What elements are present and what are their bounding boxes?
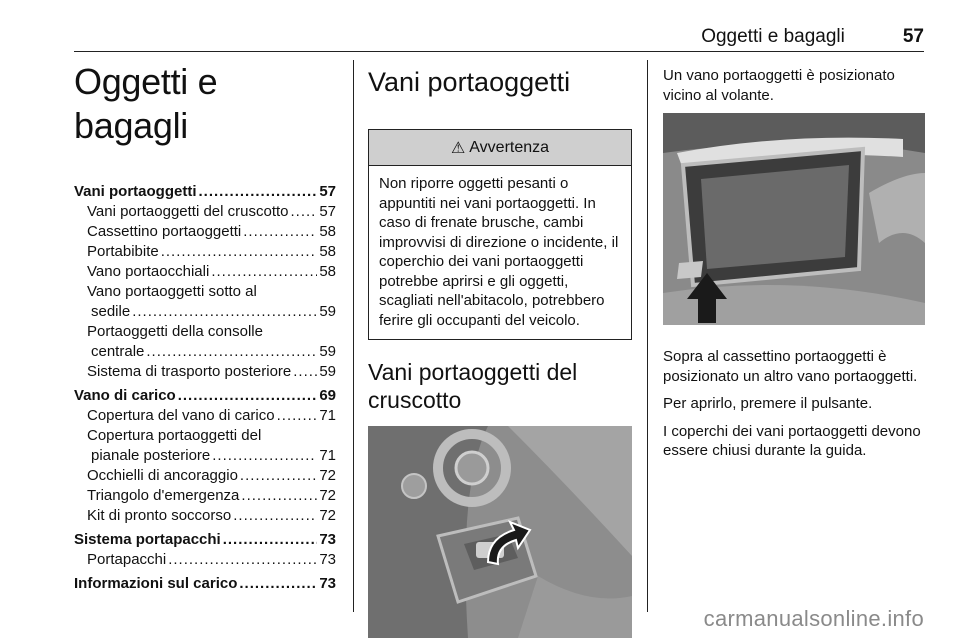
toc-entry-page: 59 xyxy=(319,363,336,380)
toc-entry[interactable] xyxy=(74,242,336,262)
section-column xyxy=(368,60,632,638)
toc-entry-label: Cassettino portaoggetti xyxy=(87,223,242,240)
warning-box xyxy=(368,129,632,340)
chapter-title: Oggetti e bagagli xyxy=(74,61,218,146)
toc-entry-label: Vano di carico xyxy=(74,387,176,404)
toc-entry[interactable] xyxy=(74,386,336,406)
toc-dot-leader xyxy=(199,182,318,202)
toc-entry-label: Portapacchi xyxy=(87,551,167,568)
page-header xyxy=(701,26,924,48)
toc-entry-label: Informazioni sul carico xyxy=(74,575,238,592)
toc-dot-leader xyxy=(178,386,318,406)
toc-entry[interactable] xyxy=(74,202,336,222)
toc-entry-label: Copertura portaoggetti del xyxy=(87,427,262,444)
toc-dot-leader xyxy=(212,446,317,466)
toc-entry-page: 57 xyxy=(319,183,336,200)
toc-entry-page: 71 xyxy=(319,447,336,464)
toc-dot-leader xyxy=(211,262,317,282)
toc-entry-page: 71 xyxy=(319,407,336,424)
toc-dot-leader xyxy=(243,222,317,242)
toc-entry-page: 57 xyxy=(319,203,336,220)
toc-entry[interactable] xyxy=(74,182,336,202)
toc-dot-leader xyxy=(233,506,317,526)
toc-entry[interactable] xyxy=(74,302,336,322)
toc-entry-label: Portaoggetti della consolle xyxy=(87,323,263,340)
toc-entry[interactable] xyxy=(74,342,336,362)
toc-entry-label: Vano portaoggetti sotto al xyxy=(87,283,257,300)
toc-entry-page: 73 xyxy=(319,551,336,568)
toc-entry-page: 58 xyxy=(319,243,336,260)
toc-entry[interactable] xyxy=(74,322,336,342)
toc-entry[interactable] xyxy=(74,362,336,382)
toc-dot-leader xyxy=(241,486,317,506)
toc-entry-page: 59 xyxy=(319,343,336,360)
toc-entry-page: 58 xyxy=(319,223,336,240)
toc-entry[interactable] xyxy=(74,574,336,594)
warning-icon: ⚠ xyxy=(450,139,466,157)
toc-dot-leader xyxy=(223,530,318,550)
toc-dot-leader xyxy=(132,302,317,322)
toc-entry[interactable] xyxy=(74,486,336,506)
toc-entry-label: Triangolo d'emergenza xyxy=(87,487,240,504)
toc-entry-label: Portabibite xyxy=(87,243,159,260)
toc-entry-page: 58 xyxy=(319,263,336,280)
paragraph-open-instruction: Per aprirlo, premere il pulsante. xyxy=(663,395,873,412)
toc-entry[interactable] xyxy=(74,406,336,426)
table-of-contents xyxy=(74,182,336,594)
toc-entry-page: 73 xyxy=(319,531,336,548)
toc-entry-label: sedile xyxy=(91,303,131,320)
header-rule xyxy=(74,51,924,52)
toc-entry[interactable] xyxy=(74,530,336,550)
toc-entry[interactable] xyxy=(74,446,336,466)
toc-dot-leader xyxy=(240,466,317,486)
page-number: 57 xyxy=(902,26,924,47)
toc-entry[interactable] xyxy=(74,282,336,302)
warning-text: Non riporre oggetti pesanti o appuntiti nei vani portaoggetti. In caso di frenate brusche, cambi improvvisi di direzione o incidente, il coperchio dei vani portaoggetti potrebbe aprirsi e gli oggetti, scagliati nell'abitacolo, potrebbero ferire gli occupanti del veicolo. xyxy=(379,175,619,329)
toc-dot-leader xyxy=(293,362,317,382)
paragraph-upper-storage: Sopra al cassettino portaoggetti è posizionato un altro vano portaoggetti. xyxy=(663,348,918,385)
column-divider-2 xyxy=(647,60,648,612)
toc-entry-label: Sistema di trasporto posteriore xyxy=(87,363,292,380)
toc-entry-label: Vano portaocchiali xyxy=(87,263,210,280)
toc-entry-label: Occhielli di ancoraggio xyxy=(87,467,238,484)
toc-entry-page: 69 xyxy=(319,387,336,404)
toc-entry-page: 72 xyxy=(319,487,336,504)
header-title: Oggetti e bagagli xyxy=(701,26,845,47)
toc-entry-label: Vani portaoggetti xyxy=(74,183,197,200)
warning-header xyxy=(369,130,631,166)
warning-heading: Avvertenza xyxy=(469,138,550,156)
section-title: Vani portaoggetti xyxy=(368,67,571,97)
toc-dot-leader xyxy=(168,550,317,570)
toc-entry-page: 72 xyxy=(319,507,336,524)
toc-entry-label: Vani portaoggetti del cruscotto xyxy=(87,203,289,220)
toc-entry[interactable] xyxy=(74,506,336,526)
subsection-title: Vani portaoggetti del cruscotto xyxy=(368,359,578,413)
toc-entry[interactable] xyxy=(74,262,336,282)
toc-dot-leader xyxy=(161,242,318,262)
toc-entry[interactable] xyxy=(74,550,336,570)
toc-entry-label: Sistema portapacchi xyxy=(74,531,221,548)
toc-entry-label: Copertura del vano di carico xyxy=(87,407,275,424)
toc-dot-leader xyxy=(146,342,317,362)
glovebox-illustration xyxy=(368,426,632,638)
watermark: carmanualsonline.info xyxy=(703,606,924,631)
toc-entry-label: centrale xyxy=(91,343,145,360)
toc-entry-page: 73 xyxy=(319,575,336,592)
toc-entry-label: Kit di pronto soccorso xyxy=(87,507,232,524)
toc-entry-label: pianale posteriore xyxy=(91,447,211,464)
paragraph-close-while-driving: I coperchi dei vani portaoggetti devono essere chiusi durante la guida. xyxy=(663,422,921,459)
toc-entry-page: 59 xyxy=(319,303,336,320)
column-divider-1 xyxy=(353,60,354,612)
chapter-column xyxy=(74,60,336,594)
toc-dot-leader xyxy=(291,202,318,222)
toc-entry[interactable] xyxy=(74,466,336,486)
upper-storage-illustration xyxy=(663,113,925,325)
paragraph-steering-wheel-storage: Un vano portaoggetti è posizionato vicino al volante. xyxy=(663,67,895,104)
toc-entry-page: 72 xyxy=(319,467,336,484)
toc-entry[interactable] xyxy=(74,426,336,446)
toc-entry[interactable] xyxy=(74,222,336,242)
text-column xyxy=(663,66,925,469)
toc-dot-leader xyxy=(277,406,318,426)
toc-dot-leader xyxy=(239,574,317,594)
